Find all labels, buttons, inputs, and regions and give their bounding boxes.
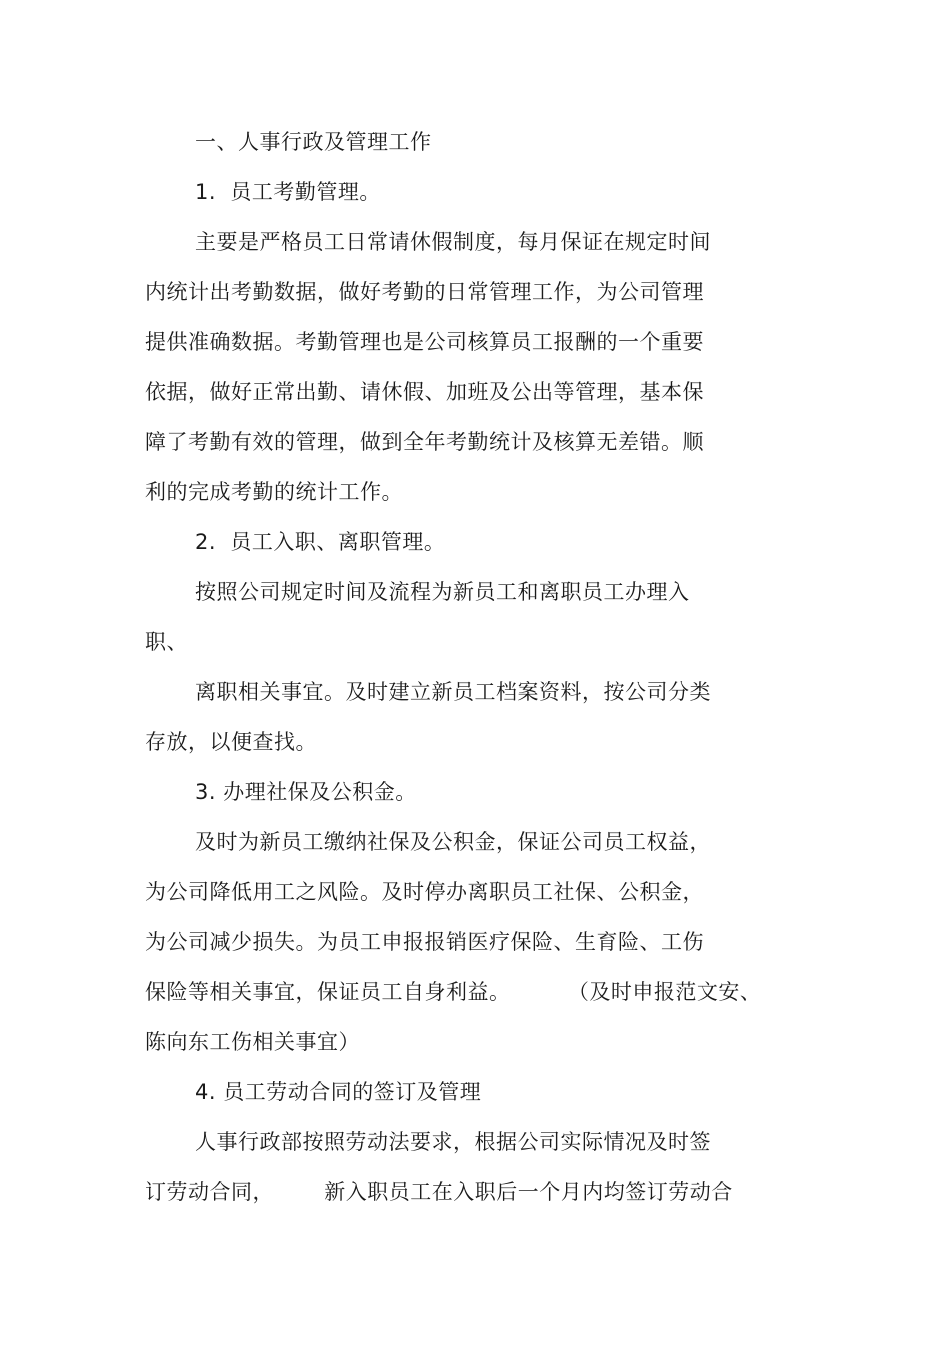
paragraph-line: 陈向东工伤相关事宜） — [145, 1030, 360, 1054]
paragraph-line: 利的完成考勤的统计工作。 — [145, 480, 403, 504]
paragraph-line: 为公司降低用工之风险。及时停办离职员工社保、公积金， — [145, 880, 704, 904]
paragraph-line: 主要是严格员工日常请休假制度，每月保证在规定时间 — [195, 230, 711, 254]
paragraph-line: 订劳动合同， 新入职员工在入职后一个月内均签订劳动合 — [145, 1180, 733, 1204]
item-heading-social-insurance: 3. 办理社保及公积金。 — [195, 780, 417, 804]
paragraph-line: 人事行政部按照劳动法要求，根据公司实际情况及时签 — [195, 1130, 711, 1154]
paragraph-line: 提供准确数据。考勤管理也是公司核算员工报酬的一个重要 — [145, 330, 704, 354]
paragraph-line: 内统计出考勤数据，做好考勤的日常管理工作，为公司管理 — [145, 280, 704, 304]
section-heading: 一、人事行政及管理工作 — [195, 130, 432, 154]
item-heading-onboarding: 2. 员工入职、离职管理。 — [195, 530, 446, 554]
paragraph-line: 职、 — [145, 630, 188, 654]
paragraph-line: 存放，以便查找。 — [145, 730, 317, 754]
paragraph-line: 依据，做好正常出勤、请休假、加班及公出等管理，基本保 — [145, 380, 704, 404]
paragraph-line: 保险等相关事宜，保证员工自身利益。 （及时申报范文安、 — [145, 980, 762, 1004]
paragraph-line: 障了考勤有效的管理，做到全年考勤统计及核算无差错。顺 — [145, 430, 704, 454]
paragraph-line: 及时为新员工缴纳社保及公积金，保证公司员工权益， — [195, 830, 711, 854]
item-heading-labor-contract: 4. 员工劳动合同的签订及管理 — [195, 1080, 482, 1104]
paragraph-line: 离职相关事宜。及时建立新员工档案资料，按公司分类 — [195, 680, 711, 704]
item-heading-attendance: 1. 员工考勤管理。 — [195, 180, 381, 204]
paragraph-line: 为公司减少损失。为员工申报报销医疗保险、生育险、工伤 — [145, 930, 704, 954]
paragraph-line: 按照公司规定时间及流程为新员工和离职员工办理入 — [195, 580, 690, 604]
